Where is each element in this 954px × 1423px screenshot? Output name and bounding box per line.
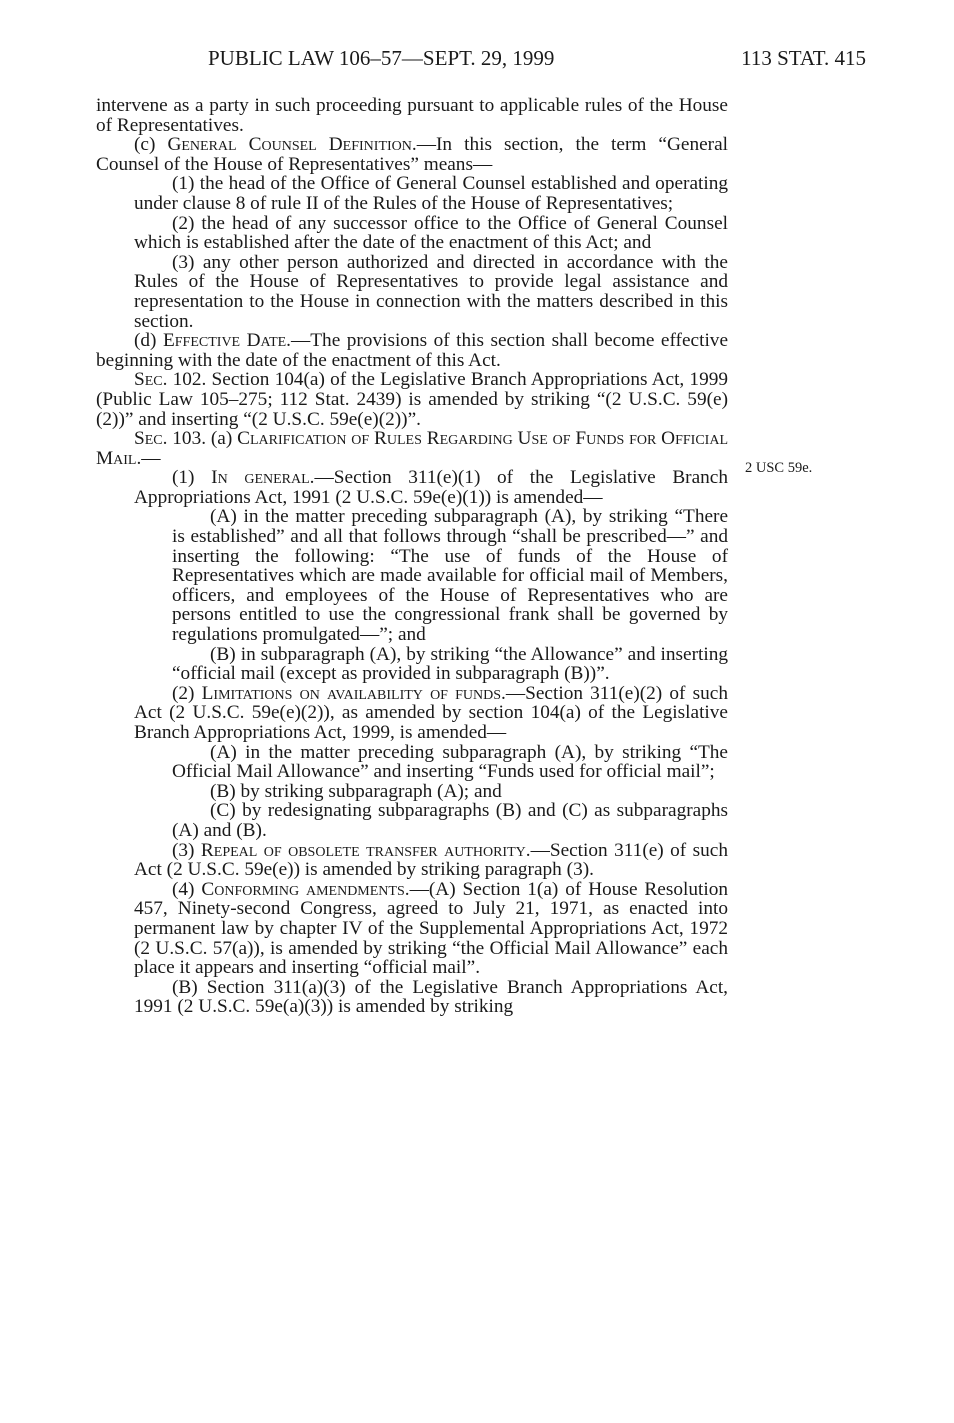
paragraph: intervene as a party in such proceeding pursuant to applicable rules of the House of Representatives. — [96, 95, 728, 136]
paragraph: (2) Limitations on availability of funds.—Section 311(e)(2) of such Act (2 U.S.C. 59e(e)(2)), as amended by section 104(a) of the Legislative Branch Appropriations Act, 1999, is amended— — [134, 682, 728, 743]
subparagraph: (B) by striking subparagraph (A); and — [210, 780, 502, 802]
paragraph: (1) the head of the Office of General Counsel established and operating under clause 8 of rule II of the Rules of the House of Representatives; — [134, 173, 728, 214]
margin-citation-note: 2 USC 59e. — [745, 460, 813, 476]
subparagraph: (A) in the matter preceding subparagraph (A), by striking “The Official Mail Allowance” and inserting “Funds used for official mail”; — [172, 741, 728, 783]
paragraph: (1) In general.—Section 311(e)(1) of the Legislative Branch Appropriations Act, 1991 (2 U.S.C. 59e(e)(1)) is amended— — [134, 467, 728, 508]
paragraph: (B) Section 311(a)(3) of the Legislative Branch Appropriations Act, 1991 (2 U.S.C. 59e(a)(3)) is amended by striking — [134, 976, 728, 1018]
paragraph: (2) the head of any successor office to the Office of General Counsel which is established after the date of the enactment of this Act; and — [134, 212, 728, 254]
subsection-heading: General Counsel Definition. — [167, 134, 417, 156]
paragraph-heading: Conforming amendments. — [201, 878, 410, 900]
subparagraph: (A) in the matter preceding subparagraph (A), by striking “There is established” and all that follows through “shall be prescribed—” and inserting the following: “The use of funds of the House of Representatives which are made available for official mail of Members, officers, and employees of the House of Representatives who are persons entitled to use the congressional frank shall be governed by regulations promulgated—”; and — [172, 506, 728, 646]
subsection-heading: Clarification of Rules Regarding Use of Funds for Official Mail. — [96, 428, 728, 469]
law-body-text — [96, 96, 728, 1017]
subparagraph: (B) in subparagraph (A), by striking “the Allowance” and inserting “official mail (except as provided in subparagraph (B))”. — [172, 643, 728, 685]
paragraph: (c) General Counsel Definition.—In this section, the term “General Counsel of the House of Representatives” means— — [96, 134, 728, 175]
paragraph-heading: Limitations on availability of funds. — [201, 682, 506, 704]
paragraph: (d) Effective Date.—The provisions of this section shall become effective beginning with the date of the enactment of this Act. — [96, 330, 729, 371]
paragraph: (3) Repeal of obsolete transfer authority.—Section 311(e) of such Act (2 U.S.C. 59e(e)) is amended by striking paragraph (3). — [134, 839, 728, 881]
subsection-heading: Effective Date. — [162, 330, 291, 352]
running-title: PUBLIC LAW 106–57—SEPT. 29, 1999 — [208, 46, 555, 70]
section-paragraph: Sec. 102. Section 104(a) of the Legislative Branch Appropriations Act, 1999 (Public Law 105–275; 112 Stat. 2439) is amended by striking “(2 U.S.C. 59(e)(2))” and inserting “(2 U.S.C. 59e(e)(2))”. — [96, 369, 728, 430]
paragraph-heading: In general. — [211, 467, 315, 489]
paragraph-heading: Repeal of obsolete transfer authority. — [200, 839, 531, 861]
page-header — [96, 46, 866, 76]
paragraph: (4) Conforming amendments.—(A) Section 1(a) of House Resolution 457, Ninety-second Congress, agreed to July 21, 1971, as enacted into permanent law by chapter IV of the Supplemental Appropriations Act, 1972 (2 U.S.C. 57(a)), is amended by striking “the Official Mail Allowance” each place it appears and inserting “official mail”. — [134, 878, 728, 979]
stat-page-number: 113 STAT. 415 — [741, 46, 866, 70]
section-paragraph: Sec. 103. (a) Clarification of Rules Regarding Use of Funds for Official Mail.— — [96, 428, 728, 469]
subparagraph: (C) by redesignating subparagraphs (B) and (C) as subparagraphs (A) and (B). — [172, 800, 728, 841]
paragraph: (3) any other person authorized and directed in accordance with the Rules of the House of Representatives to provide legal assistance and representation to the House in connection with the matters described in this section. — [134, 251, 728, 332]
